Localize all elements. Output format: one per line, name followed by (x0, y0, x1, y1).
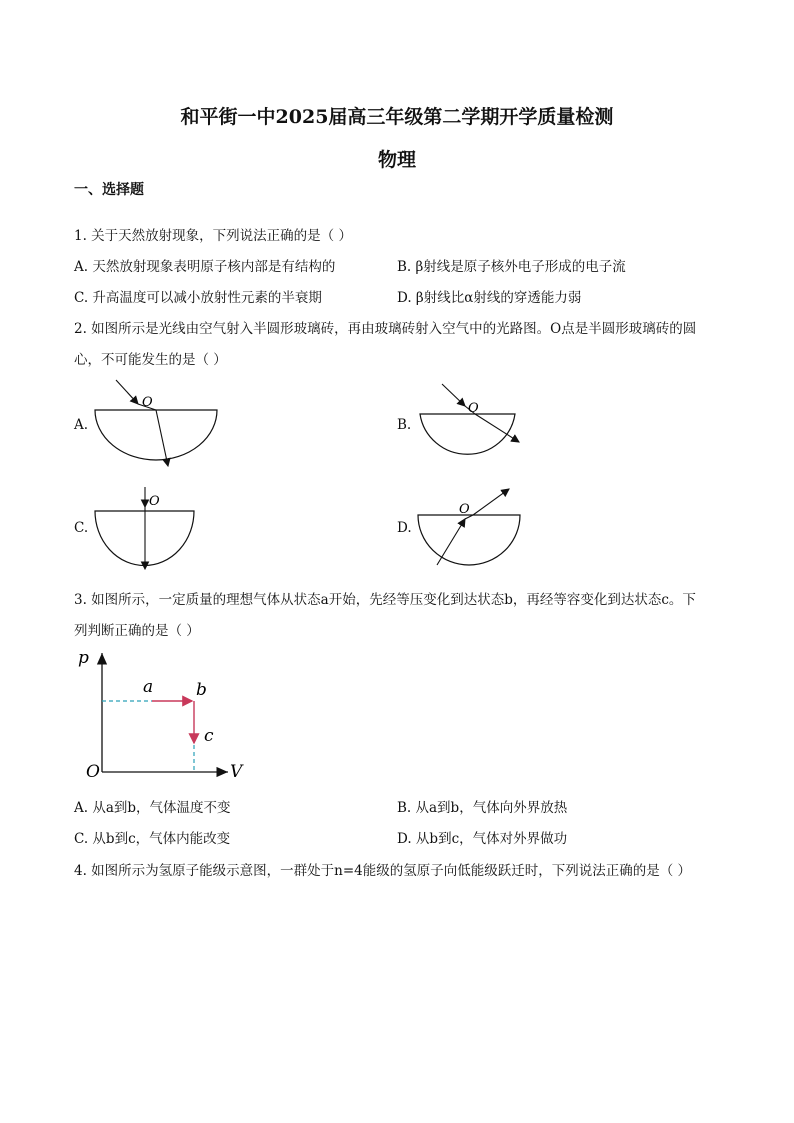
state-b-label: b (196, 680, 207, 700)
q2-d-point-o: O (459, 502, 470, 517)
state-c-label: c (204, 726, 214, 746)
q4-stem: 4. 如图所示为氢原子能级示意图，一群处于n=4能级的氢原子向低能级跃迁时，下列说法正确的是（ ） (74, 863, 692, 879)
q2-b-point-o: O (468, 401, 479, 416)
q2-diagram-c (90, 485, 210, 575)
q1-option-c: C. 升高温度可以减小放射性元素的半衰期 (74, 290, 322, 306)
origin-label: O (86, 762, 100, 782)
q3-option-d: D. 从b到c，气体对外界做功 (397, 831, 568, 847)
q2-label-b: B. (397, 417, 412, 433)
q3-option-a: A. 从a到b，气体温度不变 (74, 800, 231, 816)
semicircle-d (418, 515, 520, 565)
q2-stem-line2: 心，不可能发生的是（ ） (74, 352, 227, 368)
q2-label-c: C. (74, 520, 89, 536)
x-axis-label: V (230, 762, 243, 782)
q2-diagram-b (415, 382, 555, 467)
q3-pv-graph (78, 645, 258, 785)
q2-a-point-o: O (142, 395, 153, 410)
q2-c-point-o: O (149, 494, 160, 509)
q1-option-b: B. β射线是原子核外电子形成的电子流 (397, 259, 626, 275)
state-a-label: a (143, 677, 154, 697)
q1-option-d: D. β射线比α射线的穿透能力弱 (397, 290, 582, 306)
q3-stem-line2: 列判断正确的是（ ） (74, 623, 200, 639)
q3-stem-line1: 3. 如图所示，一定质量的理想气体从状态a开始，先经等压变化到达状态b，再经等容变化到达状态c。下 (74, 592, 696, 608)
semicircle-b (420, 414, 515, 454)
q2-diagram-d (415, 485, 545, 575)
section-heading: 一、选择题 (74, 182, 144, 198)
q2-diagram-a (90, 378, 230, 473)
q2-label-a: A. (74, 417, 89, 433)
q3-option-b: B. 从a到b，气体向外界放热 (397, 800, 568, 816)
q2-label-d: D. (397, 520, 412, 536)
semicircle-a (95, 410, 217, 460)
q1-stem: 1. 关于天然放射现象，下列说法正确的是（ ） (74, 228, 352, 244)
q1-option-a: A. 天然放射现象表明原子核内部是有结构的 (74, 259, 336, 275)
y-axis-label: p (78, 648, 89, 668)
q3-option-c: C. 从b到c，气体内能改变 (74, 831, 231, 847)
q2-stem-line1: 2. 如图所示是光线由空气射入半圆形玻璃砖，再由玻璃砖射入空气中的光路图。O点是半圆形玻璃砖的圆 (74, 321, 697, 337)
exam-title: 和平街一中2025届高三年级第二学期开学质量检测 (180, 106, 614, 128)
subject-title: 物理 (377, 149, 416, 171)
